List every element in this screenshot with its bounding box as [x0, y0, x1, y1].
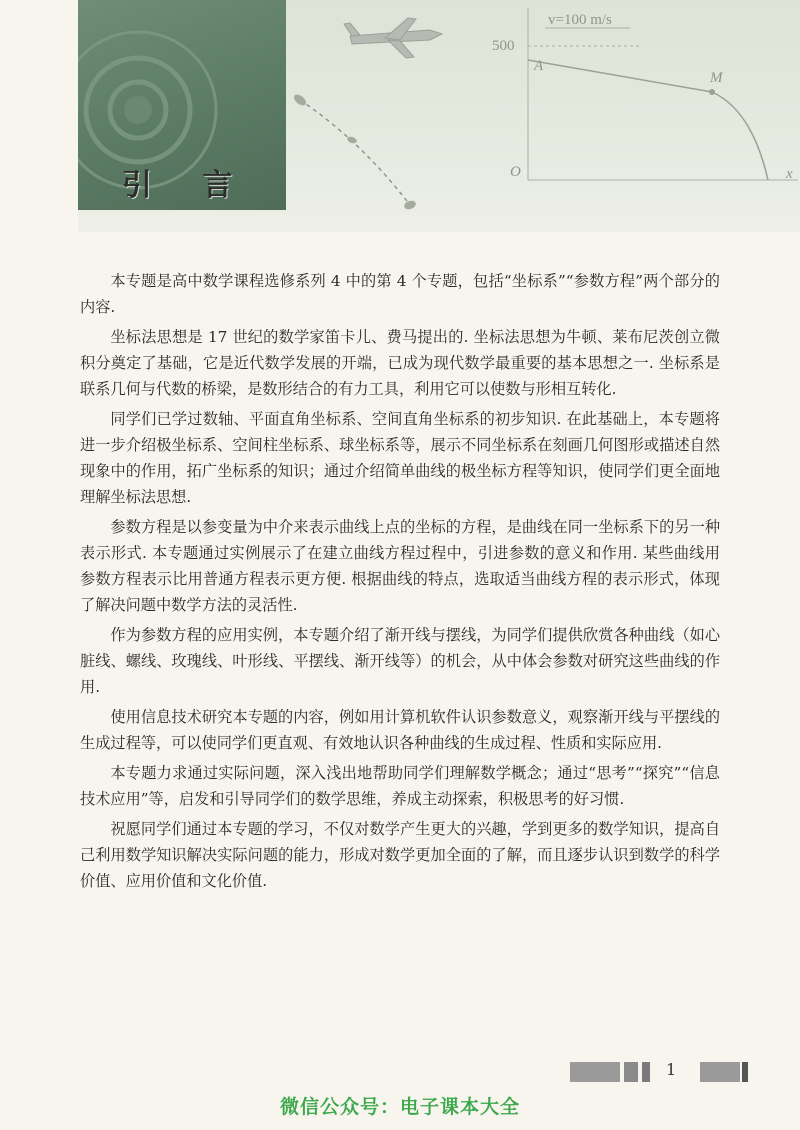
point-m-label: M	[710, 70, 723, 86]
airplane-icon	[344, 18, 442, 58]
x-axis-label: x	[786, 166, 793, 182]
paragraph: 坐标法思想是 17 世纪的数学家笛卡儿、费马提出的. 坐标法思想为牛顿、莱布尼茨创立微积分奠定了基础，它是近代数学发展的开端，已成为现代数学最重要的基本思想之一. 坐标系是联系几何与代数的桥梁，是数形结合的有力工具，利用它可以使数与形相互转化.	[80, 328, 720, 398]
page-number: 1	[666, 1060, 677, 1079]
origin-label: O	[510, 164, 521, 180]
paragraph: 参数方程是以参变量为中介来表示曲线上点的坐标的方程，是曲线在同一坐标系下的另一种表示形式. 本专题通过实例展示了在建立曲线方程过程中，引进参数的意义和作用. 某些曲线用参数方程表示比用普通方程表示更方便. 根据曲线的特点，选取适当曲线方程的表示形式，体现了解决问题中数学方法的灵活性.	[80, 518, 720, 614]
paragraph: 本专题是高中数学课程选修系列 4 中的第 4 个专题，包括“坐标系”“参数方程”两个部分的内容.	[80, 272, 720, 316]
paragraph: 本专题力求通过实际问题，深入浅出地帮助同学们理解数学概念；通过“思考”“探究”“信息技术应用”等，启发和引导同学们的数学思维，养成主动探索，积极思考的好习惯.	[80, 764, 720, 808]
header-illustration	[0, 0, 800, 232]
velocity-label: v=100 m/s	[548, 12, 612, 28]
page-title: 引 言	[122, 168, 253, 203]
point-a-label: A	[534, 58, 544, 74]
leaf-icon	[292, 92, 417, 210]
paragraph: 祝愿同学们通过本专题的学习，不仅对数学产生更大的兴趣，学到更多的数学知识，提高自己利用数学知识解决实际问题的能力，形成对数学更加全面的了解，而且逐步认识到数学的科学价值、应用价值和文化价值.	[80, 820, 720, 890]
intro-body	[80, 268, 720, 898]
paragraph: 使用信息技术研究本专题的内容，例如用计算机软件认识参数意义，观察渐开线与平摆线的生成过程等，可以使同学们更直观、有效地认识各种曲线的生成过程、性质和实际应用.	[80, 708, 720, 752]
paragraph: 作为参数方程的应用实例，本专题介绍了渐开线与摆线，为同学们提供欣赏各种曲线（如心脏线、螺线、玫瑰线、叶形线、平摆线、渐开线等）的机会，从中体会参数对研究这些曲线的作用.	[80, 626, 720, 696]
watermark: 微信公众号：电子课本大全	[279, 1096, 520, 1118]
y-value-label: 500	[492, 38, 515, 54]
paragraph: 同学们已学过数轴、平面直角坐标系、空间直角坐标系的初步知识. 在此基础上，本专题将进一步介绍极坐标系、空间柱坐标系、球坐标系等，展示不同坐标系在刻画几何图形或描述自然现象中的作用，拓广坐标系的知识；通过介绍简单曲线的极坐标方程等知识，使同学们更全面地理解坐标法思想.	[80, 410, 720, 506]
